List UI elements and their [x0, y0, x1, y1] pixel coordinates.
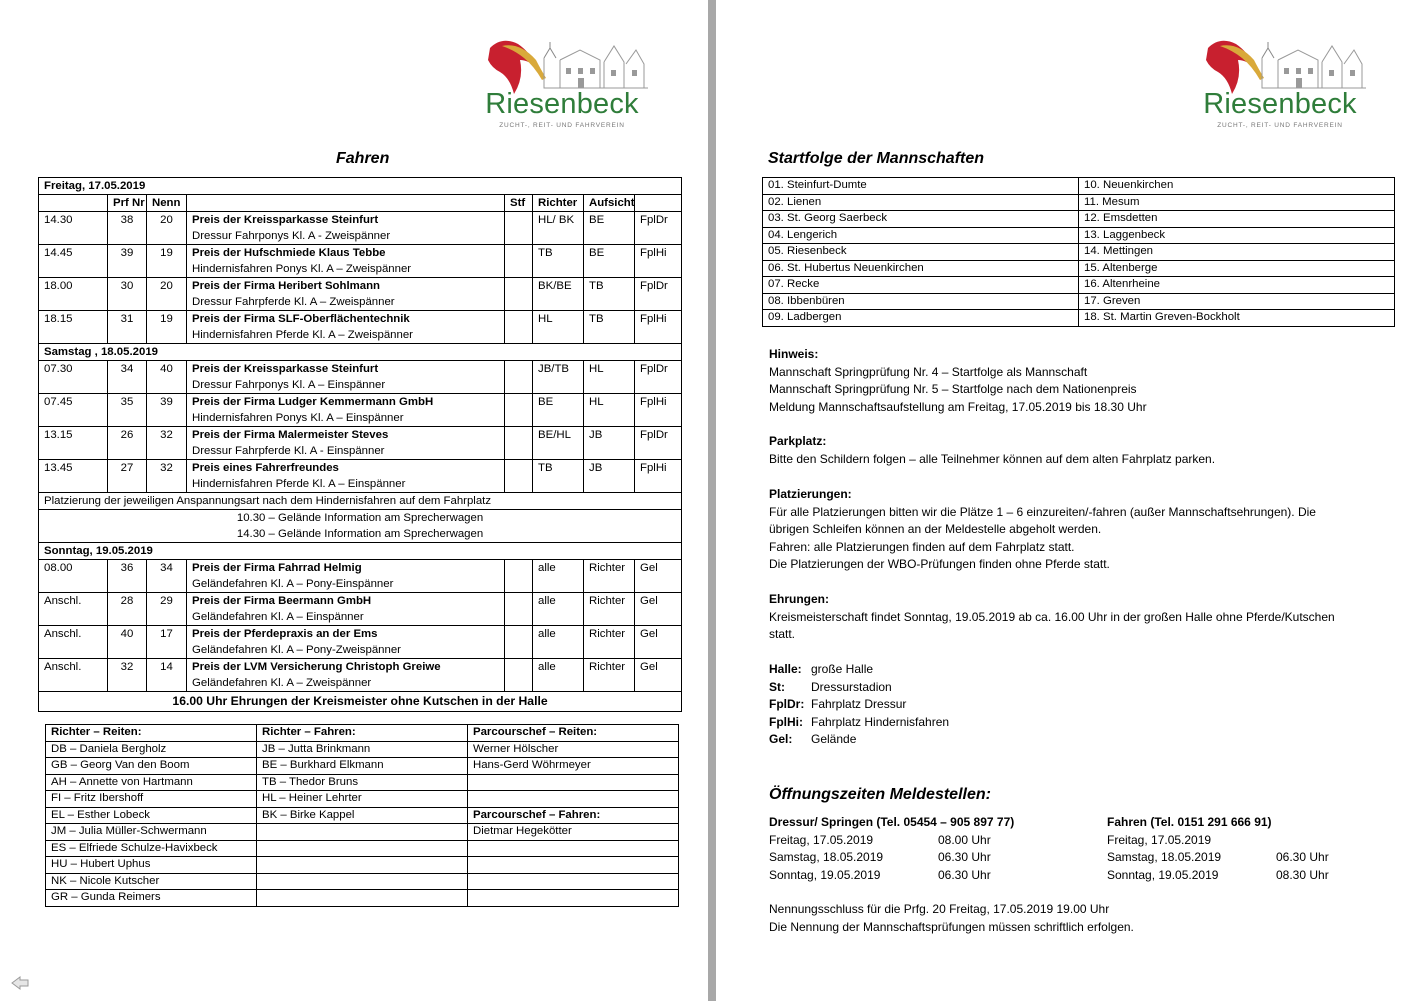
officials-row [46, 774, 679, 791]
official-cell: Hans-Gerd Wöhrmeyer [468, 758, 679, 775]
event-class: Geländefahren Kl. A – Pony-Zweispänner [192, 644, 401, 656]
event-time: 14.45 [39, 245, 108, 278]
officials-header-parcourschef-reiten: Parcourschef – Reiten: [468, 725, 679, 742]
team-cell: 06. St. Hubertus Neuenkirchen [763, 260, 1079, 277]
hinweis-line: Meldung Mannschaftsaufstellung am Freitag, 17.05.2019 bis 18.30 Uhr [769, 399, 1147, 414]
event-time: 18.00 [39, 278, 108, 311]
team-cell: 13. Laggenbeck [1079, 227, 1395, 244]
official-cell [468, 840, 679, 857]
section-title-startfolge: Startfolge der Mannschaften [768, 150, 985, 167]
event-nenn: 20 [147, 278, 187, 311]
schedule-row [39, 593, 682, 626]
officials-row [46, 741, 679, 758]
final-ceremony-note: 16.00 Uhr Ehrungen der Kreismeister ohne Kutschen in der Halle [39, 692, 682, 712]
event-description [187, 245, 505, 278]
event-richter: alle [533, 593, 584, 626]
event-stf [505, 361, 533, 394]
official-cell [257, 873, 468, 890]
hinweis-block [769, 346, 1399, 416]
event-description [187, 278, 505, 311]
official-cell: BE – Burkhard Elkmann [257, 758, 468, 775]
col-header-aufsicht: Aufsicht [584, 195, 635, 212]
event-nenn: 34 [147, 560, 187, 593]
event-nenn: 29 [147, 593, 187, 626]
event-prize: Preis der Firma Beermann GmbH [192, 595, 372, 607]
officials-table [45, 724, 679, 907]
event-prf-nr: 34 [108, 361, 147, 394]
event-prize: Preis der Firma Heribert Sohlmann [192, 280, 381, 292]
event-class: Geländefahren Kl. A – Einspänner [192, 611, 364, 623]
event-stf [505, 626, 533, 659]
opening-row: Samstag, 18.05.2019 06.30 Uhr [1107, 850, 1329, 864]
opening-row: Freitag, 17.05.2019 08.00 Uhr [769, 832, 991, 847]
event-richter: alle [533, 626, 584, 659]
event-prize: Preis der Kreissparkasse Steinfurt [192, 214, 379, 226]
day-label: Freitag, 17.05.2019 [39, 178, 682, 195]
event-class: Hindernisfahren Ponys Kl. A – Zweispänner [192, 263, 412, 275]
official-cell [468, 873, 679, 890]
event-prf-nr: 36 [108, 560, 147, 593]
event-description [187, 626, 505, 659]
event-description [187, 361, 505, 394]
event-description [187, 560, 505, 593]
event-time: Anschl. [39, 659, 108, 692]
official-cell: GR – Gunda Reimers [46, 890, 257, 907]
schedule-row [39, 460, 682, 493]
event-aufsicht: TB [584, 311, 635, 344]
platzierungen-title: Platzierungen: [769, 487, 852, 501]
officials-row [46, 840, 679, 857]
event-aufsicht: Richter [584, 626, 635, 659]
legend-item: FplDr: Fahrplatz Dressur [769, 697, 907, 711]
back-arrow-icon[interactable] [10, 975, 30, 991]
team-row [763, 277, 1395, 294]
event-time: 13.15 [39, 427, 108, 460]
team-cell: 02. Lienen [763, 194, 1079, 211]
event-time: 08.00 [39, 560, 108, 593]
official-cell: AH – Annette von Hartmann [46, 774, 257, 791]
event-prf-nr: 40 [108, 626, 147, 659]
official-cell: GB – Georg Van den Boom [46, 758, 257, 775]
opening-hours-dressur-title: Dressur/ Springen (Tel. 05454 – 905 897 77) [769, 815, 1015, 829]
team-cell: 10. Neuenkirchen [1079, 178, 1395, 195]
event-place: Gel [635, 593, 682, 626]
schedule-row [39, 394, 682, 427]
officials-row [46, 758, 679, 775]
event-stf [505, 394, 533, 427]
officials-row [46, 824, 679, 841]
event-time: 18.15 [39, 311, 108, 344]
opening-hours-title: Öffnungszeiten Meldestellen: [769, 786, 991, 803]
team-row [763, 244, 1395, 261]
event-time: Anschl. [39, 593, 108, 626]
team-cell: 17. Greven [1079, 293, 1395, 310]
team-cell: 09. Ladbergen [763, 310, 1079, 327]
event-prize: Preis der Kreissparkasse Steinfurt [192, 363, 379, 375]
event-place: FplDr [635, 361, 682, 394]
event-aufsicht: Richter [584, 659, 635, 692]
opening-hours-dressur [769, 814, 1099, 884]
event-place: FplDr [635, 212, 682, 245]
team-cell: 14. Mettingen [1079, 244, 1395, 261]
event-class: Geländefahren Kl. A – Pony-Einspänner [192, 578, 394, 590]
event-place: Gel [635, 626, 682, 659]
event-stf [505, 278, 533, 311]
official-cell [257, 840, 468, 857]
closing-notes [769, 901, 1399, 936]
event-stf [505, 659, 533, 692]
event-stf [505, 593, 533, 626]
opening-row: Freitag, 17.05.2019 [1107, 832, 1212, 847]
event-nenn: 14 [147, 659, 187, 692]
event-description [187, 460, 505, 493]
team-cell: 01. Steinfurt-Dumte [763, 178, 1079, 195]
team-order-table [762, 177, 1395, 327]
official-cell: Dietmar Hegekötter [468, 824, 679, 841]
legend-item: Halle: große Halle [769, 662, 874, 676]
info-line: 14.30 – Gelände Information am Sprecherwagen [236, 528, 484, 540]
event-prize: Preis eines Fahrerfreundes [192, 462, 339, 474]
fahren-schedule-table [38, 177, 682, 712]
closing-line: Nennungsschluss für die Prfg. 20 Freitag, 17.05.2019 19.00 Uhr [769, 902, 1110, 916]
officials-row [46, 857, 679, 874]
official-cell: ES – Elfriede Schulze-Havixbeck [46, 840, 257, 857]
legend-item: FplHi: Fahrplatz Hindernisfahren [769, 714, 950, 729]
team-row [763, 310, 1395, 327]
event-class: Dressur Fahrponys Kl. A – Einspänner [192, 379, 386, 391]
event-place: FplDr [635, 427, 682, 460]
page-left [0, 0, 708, 1001]
official-cell: TB – Thedor Bruns [257, 774, 468, 791]
event-class: Hindernisfahren Pferde Kl. A – Zweispänner [192, 329, 413, 341]
hinweis-title: Hinweis: [769, 347, 819, 361]
hinweis-line: Mannschaft Springprüfung Nr. 4 – Startfolge als Mannschaft [769, 364, 1088, 379]
event-time: Anschl. [39, 626, 108, 659]
event-nenn: 19 [147, 311, 187, 344]
team-cell: 16. Altenrheine [1079, 277, 1395, 294]
event-stf [505, 460, 533, 493]
event-description [187, 394, 505, 427]
official-cell: BK – Birke Kappel [257, 807, 468, 824]
schedule-row [39, 626, 682, 659]
team-row [763, 194, 1395, 211]
logo-tagline: ZUCHT-, REIT- UND FAHRVEREIN [499, 122, 625, 129]
official-cell: NK – Nicole Kutscher [46, 873, 257, 890]
closing-line: Die Nennung der Mannschaftsprüfungen müssen schriftlich erfolgen. [769, 919, 1134, 934]
event-aufsicht: TB [584, 278, 635, 311]
event-time: 14.30 [39, 212, 108, 245]
official-cell: HU – Hubert Uphus [46, 857, 257, 874]
event-aufsicht: JB [584, 460, 635, 493]
page-divider [708, 0, 716, 1001]
riesenbeck-logo [462, 38, 662, 138]
opening-row: Samstag, 18.05.2019 06.30 Uhr [769, 850, 991, 864]
event-richter: HL [533, 311, 584, 344]
official-cell: JM – Julia Müller-Schwermann [46, 824, 257, 841]
team-row [763, 227, 1395, 244]
event-prize: Preis der Firma Fahrrad Helmig [192, 562, 362, 574]
schedule-row [39, 361, 682, 394]
event-prf-nr: 26 [108, 427, 147, 460]
team-row [763, 178, 1395, 195]
official-cell: Werner Hölscher [468, 741, 679, 758]
event-richter: BE [533, 394, 584, 427]
event-stf [505, 560, 533, 593]
event-richter: BE/HL [533, 427, 584, 460]
officials-header-richter-reiten: Richter – Reiten: [46, 725, 257, 742]
event-time: 07.45 [39, 394, 108, 427]
event-stf [505, 245, 533, 278]
officials-row [46, 890, 679, 907]
official-cell: EL – Esther Lobeck [46, 807, 257, 824]
event-prize: Preis der Firma Malermeister Steves [192, 429, 389, 441]
event-prize: Preis der LVM Versicherung Christoph Greiwe [192, 661, 441, 673]
col-header-richter: Richter [533, 195, 584, 212]
hinweis-line: Mannschaft Springprüfung Nr. 5 – Startfolge nach dem Nationenpreis [769, 382, 1137, 396]
event-time: 07.30 [39, 361, 108, 394]
event-nenn: 40 [147, 361, 187, 394]
event-nenn: 39 [147, 394, 187, 427]
event-class: Dressur Fahrpferde Kl. A – Zweispänner [192, 296, 395, 308]
official-cell [468, 791, 679, 808]
team-cell: 05. Riesenbeck [763, 244, 1079, 261]
official-cell [257, 824, 468, 841]
official-cell [468, 857, 679, 874]
official-cell [257, 890, 468, 907]
legend-item: Gel: Gelände [769, 732, 857, 746]
officials-header-richter-fahren: Richter – Fahren: [257, 725, 468, 742]
team-row [763, 211, 1395, 228]
col-header-nenn: Nenn [147, 195, 187, 212]
event-richter: alle [533, 560, 584, 593]
opening-row: Sonntag, 19.05.2019 06.30 Uhr [769, 867, 991, 882]
event-place: FplHi [635, 245, 682, 278]
event-prf-nr: 35 [108, 394, 147, 427]
event-richter: BK/BE [533, 278, 584, 311]
official-cell: FI – Fritz Ibershoff [46, 791, 257, 808]
event-place: FplHi [635, 460, 682, 493]
officials-row [46, 873, 679, 890]
opening-hours-fahren-title: Fahren (Tel. 0151 291 666 91) [1107, 815, 1272, 829]
ehrungen-title: Ehrungen: [769, 592, 829, 606]
event-stf [505, 311, 533, 344]
event-place: FplDr [635, 278, 682, 311]
event-prf-nr: 27 [108, 460, 147, 493]
official-cell: HL – Heiner Lehrter [257, 791, 468, 808]
schedule-row [39, 212, 682, 245]
schedule-row [39, 560, 682, 593]
event-prize: Preis der Firma Ludger Kemmermann GmbH [192, 396, 434, 408]
ehrungen-block [769, 591, 1399, 644]
event-stf [505, 212, 533, 245]
parkplatz-line: Bitte den Schildern folgen – alle Teilnehmer können auf dem alten Fahrplatz parken. [769, 451, 1216, 466]
platzierungen-line: übrigen Schleifen können an der Meldestelle abgeholt werden. [769, 522, 1102, 536]
event-aufsicht: BE [584, 245, 635, 278]
schedule-row [39, 427, 682, 460]
event-place: FplHi [635, 311, 682, 344]
event-class: Dressur Fahrponys Kl. A - Zweispänner [192, 230, 391, 242]
platzierungen-line: Für alle Platzierungen bitten wir die Plätze 1 – 6 einzureiten/-fahren (außer Mannschaftsehrungen). Die [769, 504, 1316, 519]
event-nenn: 20 [147, 212, 187, 245]
platzierungen-block [769, 486, 1399, 574]
event-nenn: 32 [147, 427, 187, 460]
event-richter: HL/ BK [533, 212, 584, 245]
team-cell: 03. St. Georg Saerbeck [763, 211, 1079, 228]
event-description [187, 427, 505, 460]
event-richter: JB/TB [533, 361, 584, 394]
event-stf [505, 427, 533, 460]
schedule-row [39, 245, 682, 278]
col-header-prf: Prf Nr [108, 195, 147, 212]
event-nenn: 32 [147, 460, 187, 493]
team-cell: 12. Emsdetten [1079, 211, 1395, 228]
event-prize: Preis der Pferdepraxis an der Ems [192, 628, 378, 640]
official-cell: JB – Jutta Brinkmann [257, 741, 468, 758]
event-aufsicht: JB [584, 427, 635, 460]
event-aufsicht: HL [584, 361, 635, 394]
official-cell: DB – Daniela Bergholz [46, 741, 257, 758]
team-cell: 04. Lengerich [763, 227, 1079, 244]
event-class: Hindernisfahren Pferde Kl. A – Einspänner [192, 478, 406, 490]
event-richter: TB [533, 460, 584, 493]
platzierungen-line: Fahren: alle Platzierungen finden auf dem Fahrplatz statt. [769, 539, 1075, 554]
ehrungen-line: Kreismeisterschaft findet Sonntag, 19.05.2019 ab ca. 16.00 Uhr in der großen Halle ohne Pferde/Kutschen [769, 609, 1335, 624]
parkplatz-block [769, 433, 1399, 468]
event-prf-nr: 39 [108, 245, 147, 278]
event-prf-nr: 38 [108, 212, 147, 245]
event-aufsicht: Richter [584, 560, 635, 593]
officials-row [46, 791, 679, 808]
official-cell [468, 774, 679, 791]
event-prize: Preis der Hufschmiede Klaus Tebbe [192, 247, 386, 259]
team-row [763, 293, 1395, 310]
event-description [187, 593, 505, 626]
team-row [763, 260, 1395, 277]
schedule-row [39, 659, 682, 692]
day-label: Sonntag, 19.05.2019 [39, 543, 682, 560]
event-prize: Preis der Firma SLF-Oberflächentechnik [192, 313, 410, 325]
event-prf-nr: 28 [108, 593, 147, 626]
ehrungen-line: statt. [769, 627, 796, 641]
day-label: Samstag , 18.05.2019 [39, 344, 682, 361]
event-prf-nr: 32 [108, 659, 147, 692]
official-cell [468, 890, 679, 907]
platzierungen-line: Die Platzierungen der WBO-Prüfungen finden ohne Pferde statt. [769, 557, 1110, 571]
logo-tagline: ZUCHT-, REIT- UND FAHRVEREIN [1217, 122, 1343, 129]
event-time: 13.45 [39, 460, 108, 493]
logo-wordmark: Riesenbeck [1203, 88, 1357, 120]
placement-note: Platzierung der jeweiligen Anspannungsart nach dem Hindernisfahren auf dem Fahrplatz [39, 493, 682, 510]
event-description [187, 311, 505, 344]
parkplatz-title: Parkplatz: [769, 434, 827, 448]
schedule-row [39, 311, 682, 344]
event-nenn: 19 [147, 245, 187, 278]
opening-hours-fahren [1107, 814, 1407, 884]
officials-row [46, 807, 679, 824]
team-cell: 15. Altenberge [1079, 260, 1395, 277]
schedule-row [39, 278, 682, 311]
info-line: 10.30 – Gelände Information am Sprecherwagen [236, 512, 484, 524]
team-cell: 07. Recke [763, 277, 1079, 294]
opening-row: Sonntag, 19.05.2019 08.30 Uhr [1107, 867, 1329, 882]
event-place: FplHi [635, 394, 682, 427]
official-cell: Parcourschef – Fahren: [468, 807, 679, 824]
event-aufsicht: HL [584, 394, 635, 427]
event-description [187, 659, 505, 692]
legend-item: St: Dressurstadion [769, 679, 892, 694]
team-cell: 11. Mesum [1079, 194, 1395, 211]
event-place: Gel [635, 560, 682, 593]
col-header-stf: Stf [505, 195, 533, 212]
event-prf-nr: 30 [108, 278, 147, 311]
event-aufsicht: BE [584, 212, 635, 245]
riesenbeck-logo [1180, 38, 1380, 138]
event-richter: TB [533, 245, 584, 278]
event-class: Dressur Fahrpferde Kl. A - Einspänner [192, 445, 385, 457]
team-cell: 18. St. Martin Greven-Bockholt [1079, 310, 1395, 327]
event-description [187, 212, 505, 245]
event-richter: alle [533, 659, 584, 692]
section-title-fahren: Fahren [336, 150, 390, 167]
event-aufsicht: Richter [584, 593, 635, 626]
location-legend [769, 661, 1169, 749]
event-class: Hindernisfahren Ponys Kl. A – Einspänner [192, 412, 404, 424]
team-cell: 08. Ibbenbüren [763, 293, 1079, 310]
official-cell [257, 857, 468, 874]
event-place: Gel [635, 659, 682, 692]
logo-wordmark: Riesenbeck [485, 88, 639, 120]
event-prf-nr: 31 [108, 311, 147, 344]
event-class: Geländefahren Kl. A – Zweispänner [192, 677, 372, 689]
event-nenn: 17 [147, 626, 187, 659]
